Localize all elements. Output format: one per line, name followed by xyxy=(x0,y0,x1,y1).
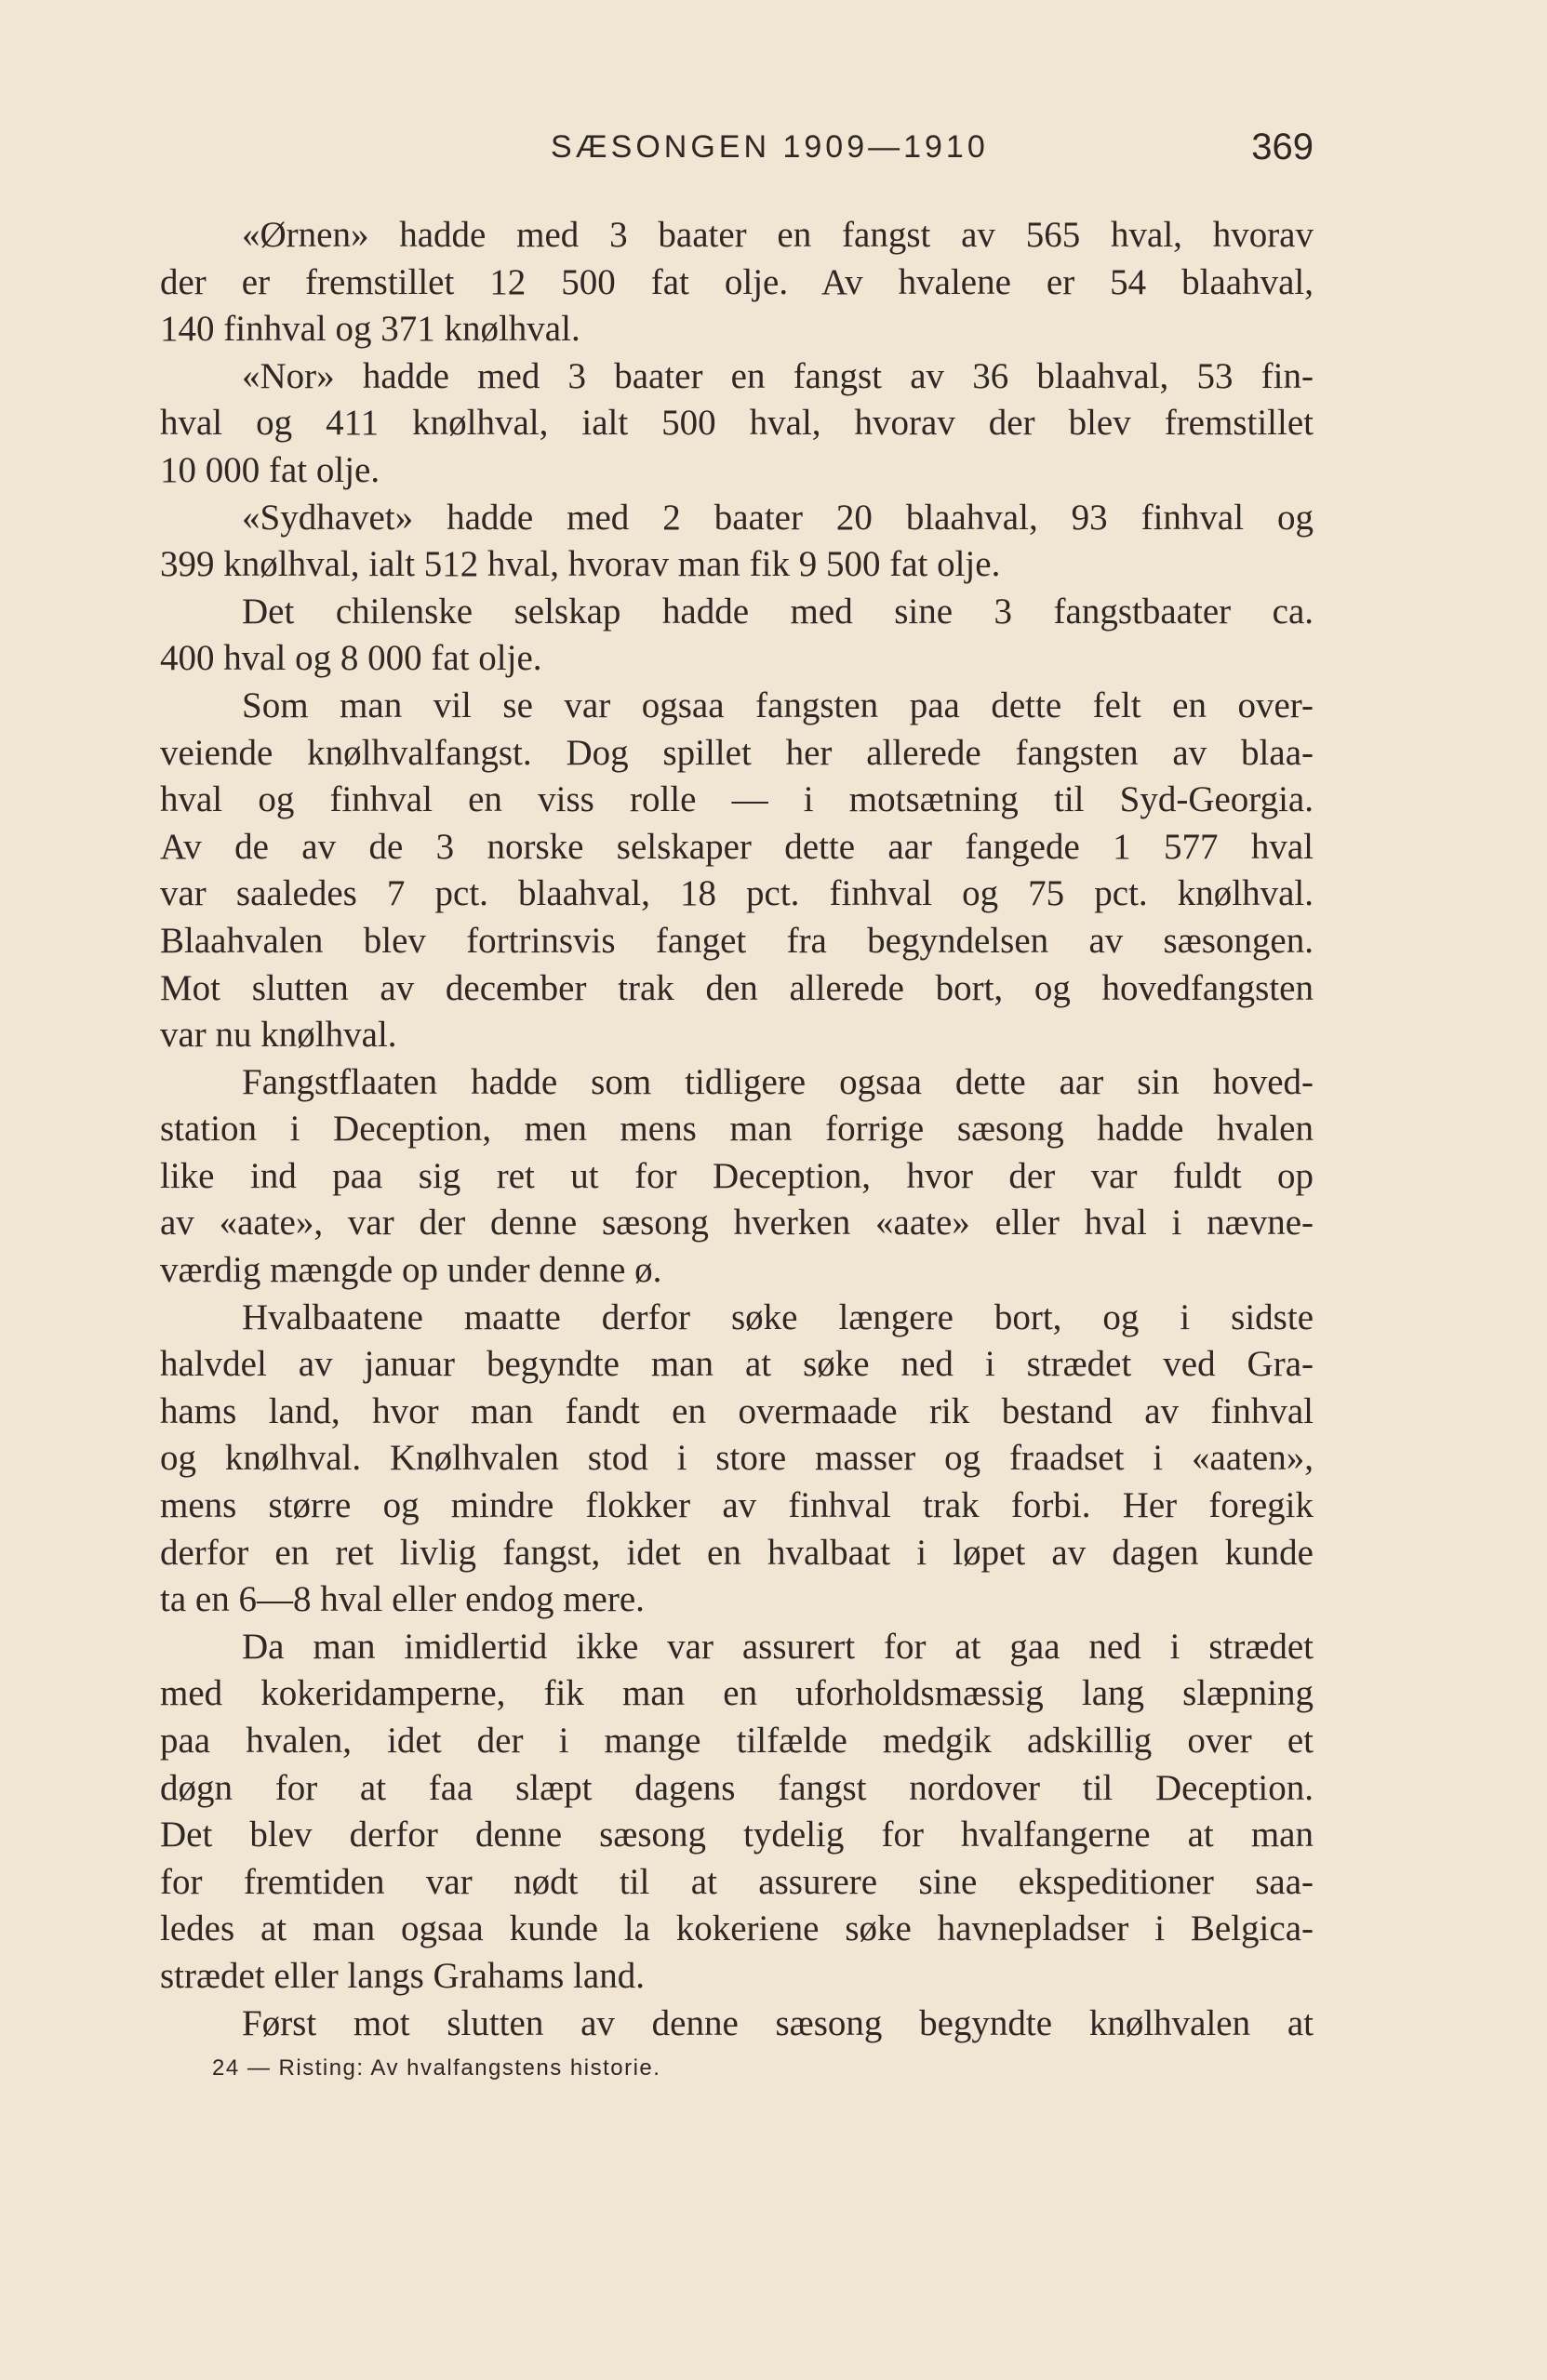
text-line: «Ørnen» hadde med 3 baater en fangst av 565 hval, hvorav xyxy=(242,215,1314,255)
text-line: strædet eller langs Grahams land. xyxy=(160,1955,645,1996)
text-line: mens større og mindre flokker av finhval trak forbi. Her foregik xyxy=(160,1485,1314,1526)
text-line: ledes at man ogsaa kunde la kokeriene søke havnepladser i Belgica- xyxy=(160,1908,1314,1949)
paragraph-fangstflaaten xyxy=(160,1059,1314,1295)
text-line: der er fremstillet 12 500 fat olje. Av hvalene er 54 blaahval, xyxy=(160,261,1314,302)
text-line: Da man imidlertid ikke var assurert for at gaa ned i strædet xyxy=(242,1626,1314,1667)
paragraph-assurert xyxy=(160,1624,1314,2001)
paragraph-chilenske xyxy=(160,589,1314,683)
text-line: Blaahvalen blev fortrinsvis fanget fra begyndelsen av sæsongen. xyxy=(160,920,1314,961)
text-line: hval og 411 knølhval, ialt 500 hval, hvorav der blev fremstillet xyxy=(160,403,1314,444)
text-line: døgn for at faa slæpt dagens fangst nordover til Deception. xyxy=(160,1767,1314,1808)
text-line: ta en 6—8 hval eller endog mere. xyxy=(160,1579,645,1620)
page-number: 369 xyxy=(1251,126,1314,167)
text-line: veiende knølhvalfangst. Dog spillet her allerede fangsten av blaa- xyxy=(160,732,1314,773)
text-line: for fremtiden var nødt til at assurere sine ekspeditioner saa- xyxy=(160,1861,1314,1902)
text-line: og knølhval. Knølhvalen stod i store masser og fraadset i «aaten», xyxy=(160,1438,1314,1479)
text-line: hval og finhval en viss rolle — i motsætning til Syd-Georgia. xyxy=(160,779,1314,820)
paragraph-ornen xyxy=(160,212,1314,353)
paragraph-forst xyxy=(160,2001,1314,2048)
text-line: av «aate», var der denne sæsong hverken «aate» eller hval i nævne- xyxy=(160,1203,1314,1243)
text-line: 140 finhval og 371 knølhval. xyxy=(160,309,580,350)
text-line: Først mot slutten av denne sæsong begyndte knølhvalen at xyxy=(242,2002,1314,2043)
paragraph-nor xyxy=(160,353,1314,495)
text-line: Hvalbaatene maatte derfor søke længere bort, og i sidste xyxy=(242,1296,1314,1337)
text-line: like ind paa sig ret ut for Deception, hvor der var fuldt op xyxy=(160,1155,1314,1196)
text-line: Fangstflaaten hadde som tidligere ogsaa dette aar sin hoved- xyxy=(242,1061,1314,1102)
text-line: var saaledes 7 pct. blaahval, 18 pct. finhval og 75 pct. knølhval. xyxy=(160,873,1314,914)
text-line: 400 hval og 8 000 fat olje. xyxy=(160,638,542,679)
body-text xyxy=(160,212,1314,2047)
paragraph-knolhvalfangst xyxy=(160,683,1314,1059)
text-line: 399 knølhval, ialt 512 hval, hvorav man fik 9 500 fat olje. xyxy=(160,544,1001,585)
text-line: med kokeridamperne, fik man en uforholdsmæssig lang slæpning xyxy=(160,1673,1314,1714)
paragraph-hvalbaatene xyxy=(160,1295,1314,1624)
text-line: hams land, hvor man fandt en overmaade rik bestand av finhval xyxy=(160,1390,1314,1431)
running-head-title: SÆSONGEN 1909—1910 xyxy=(551,129,989,165)
text-line: paa hvalen, idet der i mange tilfælde medgik adskillig over et xyxy=(160,1721,1314,1761)
text-line: Som man vil se var ogsaa fangsten paa dette felt en over- xyxy=(242,685,1314,725)
text-line: 10 000 fat olje. xyxy=(160,449,380,490)
text-line: var nu knølhval. xyxy=(160,1015,397,1056)
text-line: halvdel av januar begyndte man at søke ned i strædet ved Gra- xyxy=(160,1344,1314,1385)
footer-signature: 24 — Risting: Av hvalfangstens historie. xyxy=(212,2055,661,2081)
text-line: derfor en ret livlig fangst, idet en hvalbaat i løpet av dagen kunde xyxy=(160,1532,1314,1573)
text-line: «Sydhavet» hadde med 2 baater 20 blaahval, 93 finhval og xyxy=(242,497,1314,538)
text-line: værdig mængde op under denne ø. xyxy=(160,1250,662,1291)
text-line: Mot slutten av december trak den allerede bort, og hovedfangsten xyxy=(160,967,1314,1008)
text-line: Av de av de 3 norske selskaper dette aar fangede 1 577 hval xyxy=(160,826,1314,867)
text-line: «Nor» hadde med 3 baater en fangst av 36 blaahval, 53 fin- xyxy=(242,355,1314,396)
text-line: Det chilenske selskap hadde med sine 3 fangstbaater ca. xyxy=(242,591,1314,632)
text-line: Det blev derfor denne sæsong tydelig for hvalfangerne at man xyxy=(160,1815,1314,1855)
text-line: station i Deception, men mens man forrige sæsong hadde hvalen xyxy=(160,1109,1314,1150)
paragraph-sydhavet xyxy=(160,495,1314,589)
running-head xyxy=(160,119,1314,175)
